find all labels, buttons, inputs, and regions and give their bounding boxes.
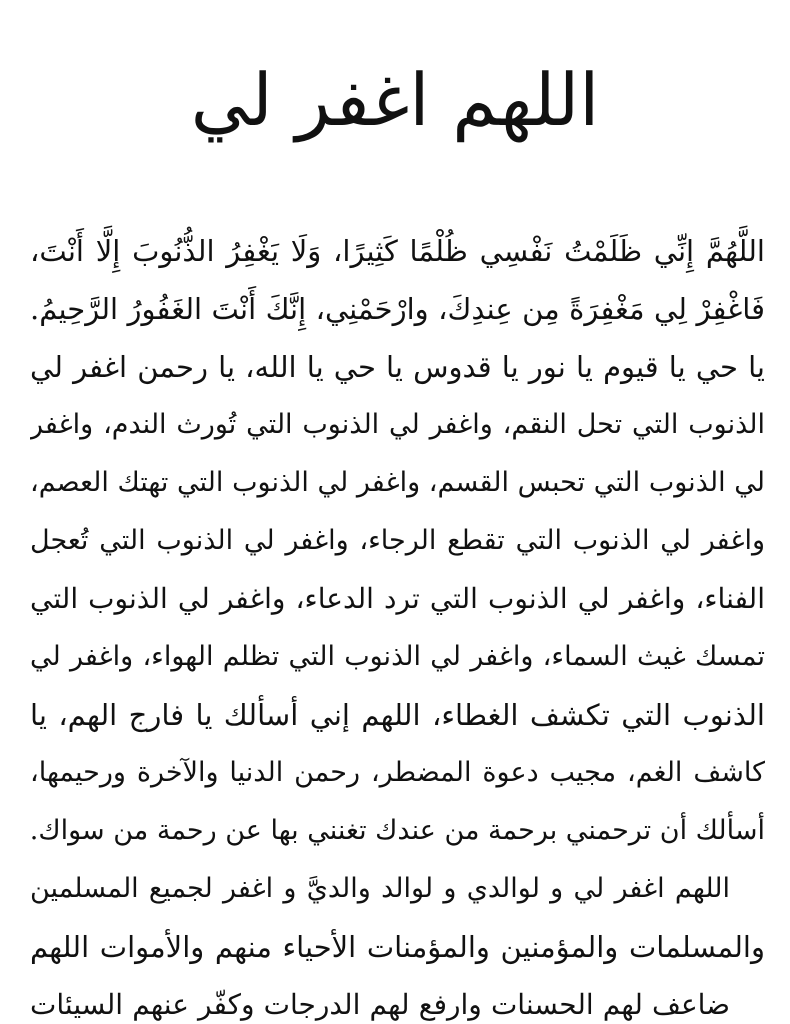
prayer-line-2: فَاغْفِرْ لِي مَغْفِرَةً مِن عِندِكَ، وارْحَمْنِي، إِنَّكَ أَنْتَ الغَفُورُ الرَّحِيمُ. <box>30 292 765 326</box>
page-title: اللهم اغفر لي <box>190 58 600 142</box>
prayer-line-3: يا حي يا قيوم يا نور يا قدوس يا حي يا الله، يا رحمن اغفر لي <box>30 350 765 384</box>
prayer-line-12: اللهم اغفر لي و لوالدي و لوالد والديَّ و اغفر لجميع المسلمين <box>30 873 730 904</box>
prayer-line-9: الذنوب التي تكشف الغطاء، اللهم إني أسألك يا فارج الهم، يا <box>30 698 765 732</box>
prayer-line-4: الذنوب التي تحل النقم، واغفر لي الذنوب التي تُورث الندم، واغفر <box>30 409 765 440</box>
prayer-line-5: لي الذنوب التي تحبس القسم، واغفر لي الذنوب التي تهتك العصم، <box>30 467 765 498</box>
prayer-line-14: ضاعف لهم الحسنات وارفع لهم الدرجات وكفّر عنهم السيئات <box>30 988 730 1021</box>
prayer-line-10: كاشف الغم، مجيب دعوة المضطر، رحمن الدنيا والآخرة ورحيمها، <box>30 757 765 788</box>
prayer-line-6: واغفر لي الذنوب التي تقطع الرجاء، واغفر لي الذنوب التي تُعجل <box>30 525 765 556</box>
prayer-line-11: أسألك أن ترحمني برحمة من عندك تغنني بها عن رحمة من سواك. <box>30 815 765 846</box>
prayer-line-8: تمسك غيث السماء، واغفر لي الذنوب التي تظلم الهواء، واغفر لي <box>30 641 765 672</box>
prayer-line-13: والمسلمات والمؤمنين والمؤمنات الأحياء منهم والأموات اللهم <box>30 930 765 964</box>
prayer-line-1: اللَّهُمَّ إِنِّي ظَلَمْتُ نَفْسِي ظُلْمًا كَثِيرًا، وَلَا يَغْفِرُ الذُّنُوبَ إِلَّا أَنْتَ، <box>30 234 765 268</box>
prayer-line-7: الفناء، واغفر لي الذنوب التي ترد الدعاء، واغفر لي الذنوب التي <box>30 582 765 615</box>
prayer-text <box>30 222 765 1024</box>
